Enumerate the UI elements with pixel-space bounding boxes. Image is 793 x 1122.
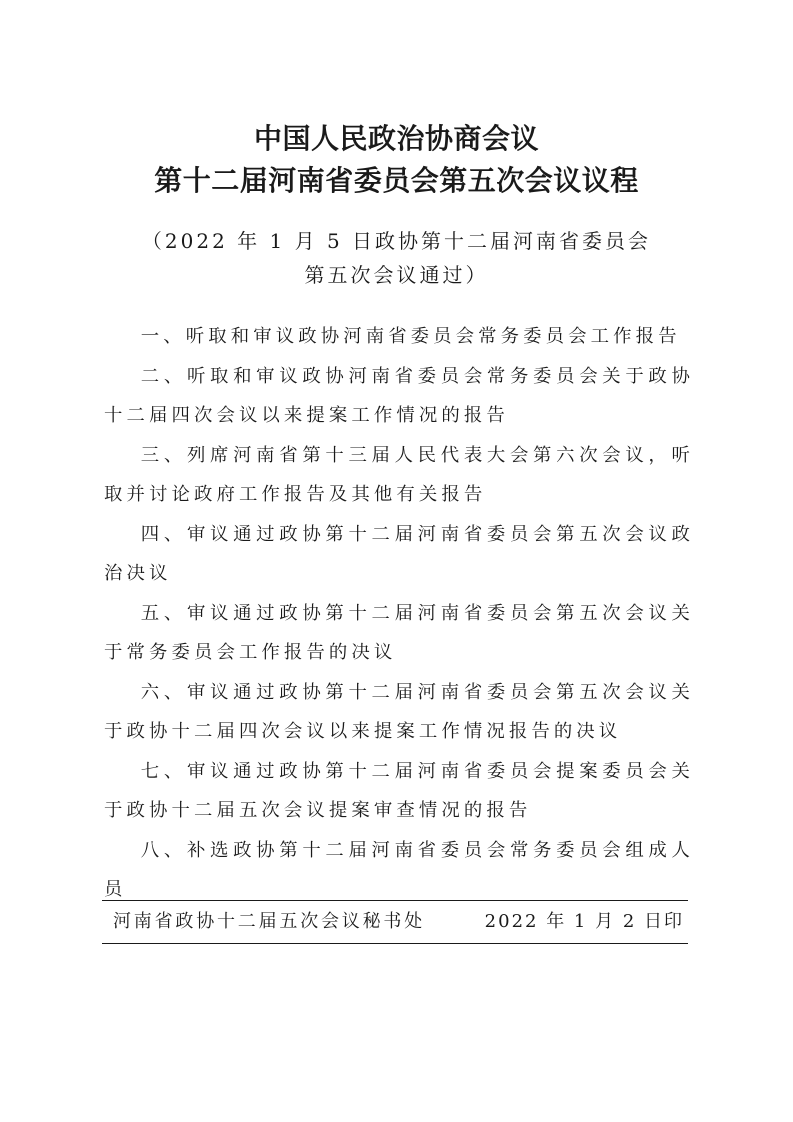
agenda-item-7: 七、审议通过政协第十二届河南省委员会提案委员会关于政协十二届五次会议提案审查情况的报告 [104,760,694,821]
footer-issuer: 河南省政协十二届五次会议秘书处 [113,911,425,932]
agenda-item-6: 六、审议通过政协第十二届河南省委员会第五次会议关于政协十二届四次会议以来提案工作情况报告的决议 [104,681,694,742]
agenda-list [104,317,694,910]
subtitle-line-1: （2022 年 1 月 5 日政协第十二届河南省委员会 [141,229,652,253]
subtitle-line-2: 第五次会议通过） [304,263,489,287]
footer-rule-top [102,900,688,901]
document-title-line-1: 中国人民政治协商会议 [253,122,539,155]
agenda-item-8: 八、补选政协第十二届河南省委员会常务委员会组成人员 [104,839,694,900]
footer-rule-bottom [102,943,688,944]
footer-print-date: 2022 年 1 月 2 日印 [484,911,684,932]
agenda-item-3: 三、列席河南省第十三届人民代表大会第六次会议，听取并讨论政府工作报告及其他有关报告 [104,444,694,505]
agenda-item-5: 五、审议通过政协第十二届河南省委员会第五次会议关于常务委员会工作报告的决议 [104,602,694,663]
agenda-item-2: 二、听取和审议政协河南省委员会常务委员会关于政协十二届四次会议以来提案工作情况的报告 [104,365,694,426]
agenda-item-1: 一、听取和审议政协河南省委员会常务委员会工作报告 [140,326,681,347]
document-title-line-2: 第十二届河南省委员会第五次会议议程 [154,164,639,197]
agenda-item-4: 四、审议通过政协第十二届河南省委员会第五次会议政治决议 [104,523,694,584]
